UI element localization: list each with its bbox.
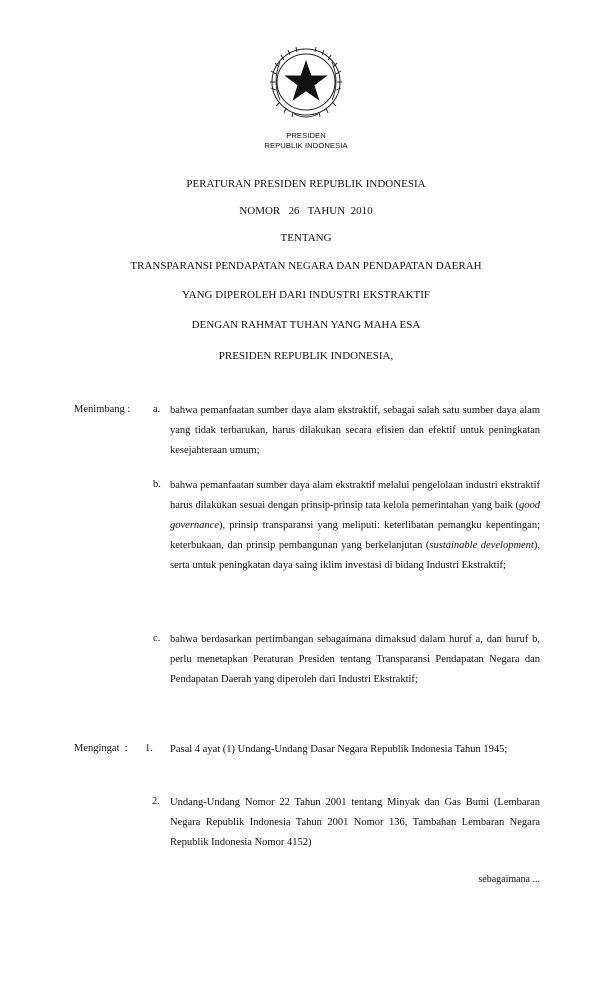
- menimbang-item-a: bahwa pemanfaatan sumber daya alam ekstraktif, sebagai salah satu sumber daya alam yang tidak terbarukan, harus dilakukan secara efisien dan efektif untuk peningkatan kesejahteraan umum;: [170, 405, 540, 456]
- menimbang-b-text-3: ), serta untuk peningkatan daya saing iklim investasi di bidang Industri Ekstraktif;: [170, 540, 540, 571]
- continuation-marker: sebagaimana ...: [478, 874, 540, 885]
- issuer-line: PRESIDEN REPUBLIK INDONESIA,: [218, 350, 394, 362]
- regulation-number: NOMOR 26 TAHUN 2010: [239, 205, 373, 217]
- mengingat-item-2: Undang-Undang Nomor 22 Tahun 2001 tentang Minyak dan Gas Bumi (Lembaran Negara Republik Indonesia Tahun 2001 Nomor 136, Tambahan Lembaran Negara Republik Indonesia Nomor 4152): [170, 797, 540, 848]
- institution-line-republic: REPUBLIK INDONESIA: [264, 141, 348, 150]
- mengingat-marker-1: 1.: [145, 743, 153, 754]
- garuda-star-wreath-emblem-icon: [266, 40, 346, 120]
- institution-line-president: PRESIDEN: [286, 131, 326, 140]
- mengingat-marker-2: 2.: [152, 796, 160, 807]
- mengingat-label: Mengingat :: [74, 743, 128, 754]
- menimbang-marker-c: c.: [153, 633, 161, 644]
- regulation-subject-line1: TRANSPARANSI PENDAPATAN NEGARA DAN PENDAPATAN DAERAH: [130, 260, 482, 272]
- menimbang-item-b: [170, 476, 540, 576]
- menimbang-marker-b: b.: [153, 479, 161, 490]
- invocation: DENGAN RAHMAT TUHAN YANG MAHA ESA: [191, 319, 421, 331]
- regulation-about: TENTANG: [280, 232, 332, 244]
- menimbang-b-text-1: bahwa pemanfaatan sumber daya alam ekstraktif melalui pengelolaan industri ekstraktif harus dilakukan sesuai dengan prinsip-prinsip tata kelola pemerintahan yang baik (: [170, 480, 540, 511]
- menimbang-b-italic-sustainable-development: sustainable development: [429, 540, 534, 551]
- regulation-subject-line2: YANG DIPEROLEH DARI INDUSTRI EKSTRAKTIF: [181, 289, 431, 301]
- mengingat-item-1: Pasal 4 ayat (1) Undang-Undang Dasar Negara Republik Indonesia Tahun 1945;: [170, 744, 508, 755]
- menimbang-label: Menimbang :: [74, 404, 131, 415]
- menimbang-b-italic-good-governance: good governance: [170, 500, 540, 531]
- menimbang-item-c: bahwa berdasarkan pertimbangan sebagaimana dimaksud dalam huruf a, dan huruf b, perlu menetapkan Peraturan Presiden tentang Transparansi Pendapatan Negara dan Pendapatan Daerah yang diperoleh dari Industri Ekstraktif;: [170, 634, 540, 685]
- menimbang-b-text-2: ), prinsip transparansi yang meliputi: keterlibatan pemangku kepentingan; keterbukaan, dan prinsip pembangunan yang berkelanjutan (: [170, 520, 540, 551]
- regulation-title: PERATURAN PRESIDEN REPUBLIK INDONESIA: [186, 178, 426, 190]
- menimbang-marker-a: a.: [153, 404, 161, 415]
